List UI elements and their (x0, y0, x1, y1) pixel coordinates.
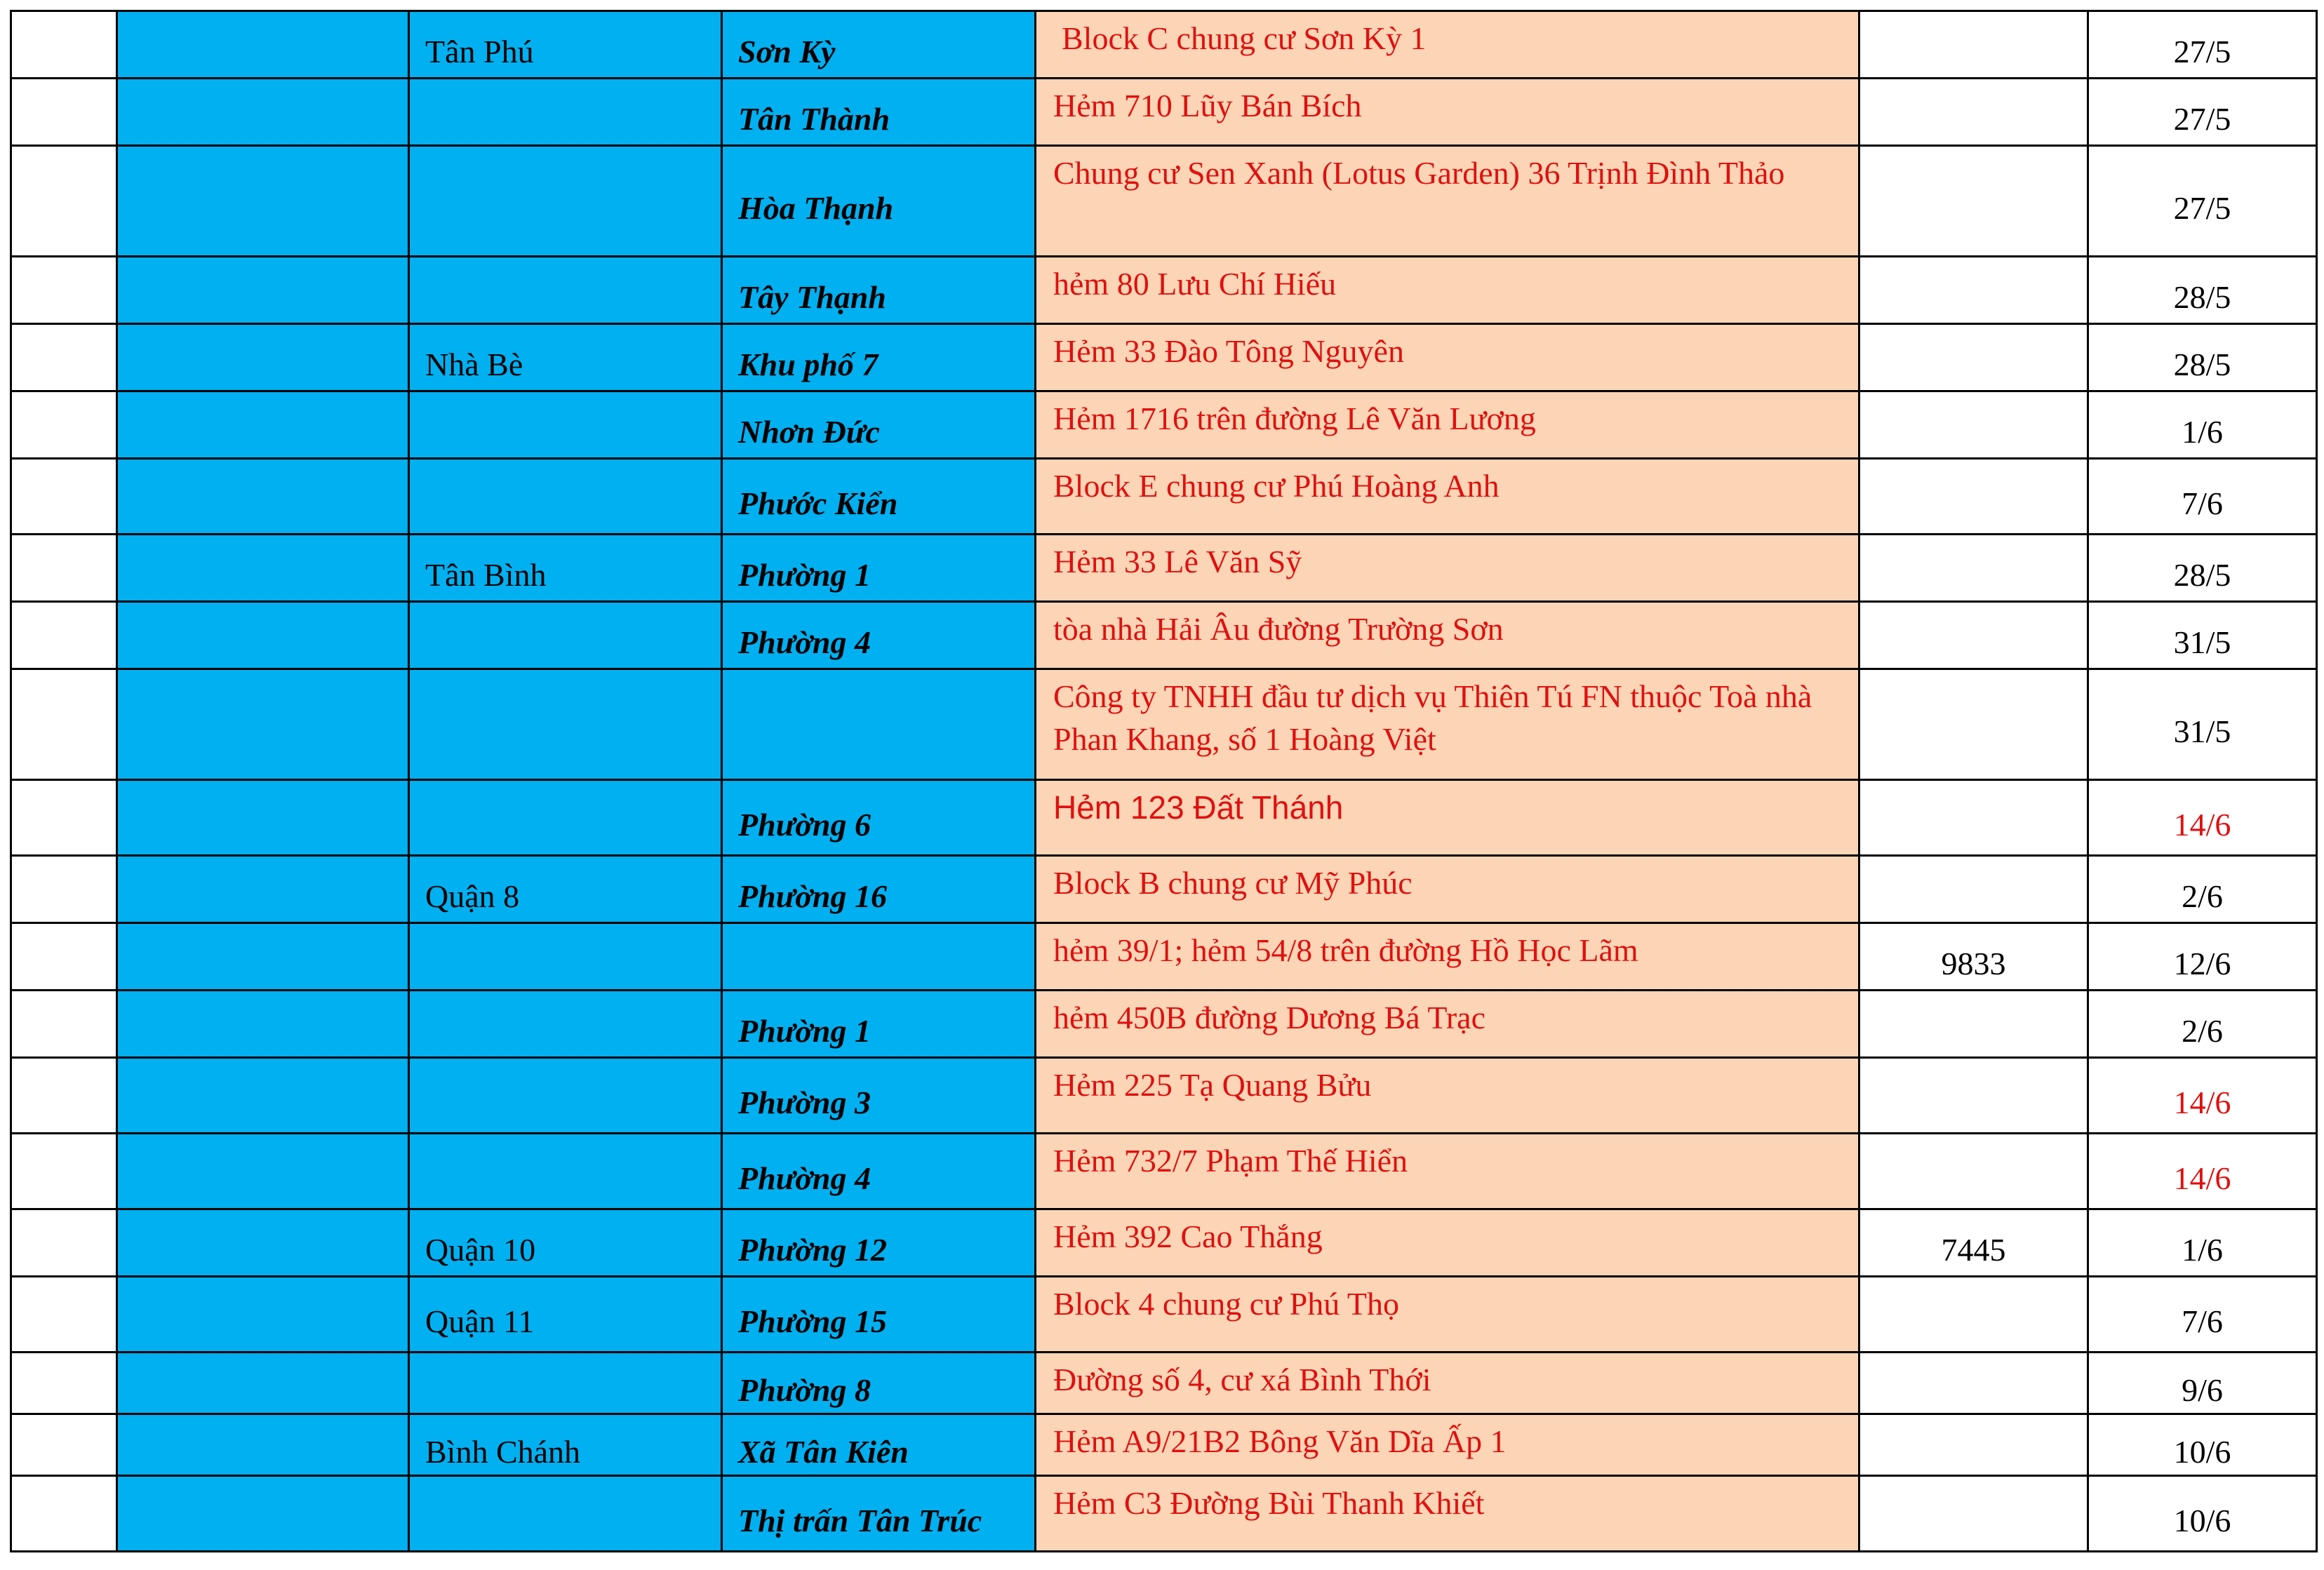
district-cell (409, 923, 722, 991)
location-cell (1036, 923, 1859, 991)
district-text: Quận 11 (425, 1303, 535, 1340)
region-cell (117, 11, 409, 79)
ward-cell (722, 780, 1036, 856)
district-text (425, 417, 721, 433)
ward-cell (722, 923, 1036, 991)
ward-text: Phường 1 (738, 1013, 872, 1049)
district-cell (409, 856, 722, 923)
code-text (1860, 489, 2087, 504)
date-cell (2088, 459, 2317, 535)
location-cell (1036, 1277, 1859, 1353)
district-cell (409, 991, 722, 1058)
ward-text: Phường 16 (738, 878, 888, 915)
index-cell (11, 391, 117, 459)
code-text (1860, 1088, 2087, 1103)
index-cell (11, 1277, 117, 1353)
date-text: 10/6 (2173, 1434, 2231, 1470)
code-cell (1859, 459, 2088, 535)
district-text (425, 489, 721, 504)
table-row (11, 669, 2317, 780)
index-cell (11, 1134, 117, 1209)
date-text: 9/6 (2182, 1372, 2223, 1409)
index-cell (11, 535, 117, 602)
table-row (11, 324, 2317, 391)
location-text: Hẻm C3 Đường Bùi Thanh Khiết (1053, 1485, 1485, 1521)
code-text (1860, 417, 2087, 433)
district-cell (409, 1277, 722, 1353)
ward-cell (722, 1058, 1036, 1134)
index-cell (11, 1414, 117, 1476)
date-cell (2088, 1414, 2317, 1476)
ward-cell (722, 146, 1036, 257)
date-text: 10/6 (2173, 1503, 2231, 1539)
location-text: Công ty TNHH đầu tư dịch vụ Thiên Tú FN thuộc Toà nhà Phan Khang, số 1 Hoàng Việt (1053, 678, 1812, 757)
district-cell (409, 1058, 722, 1134)
date-cell (2088, 79, 2317, 146)
ward-cell (722, 602, 1036, 669)
code-text: 9833 (1941, 946, 2006, 982)
district-cell (409, 602, 722, 669)
region-cell (117, 391, 409, 459)
date-cell (2088, 1058, 2317, 1134)
code-text (1860, 810, 2087, 826)
ward-cell (722, 257, 1036, 324)
index-cell (11, 146, 117, 257)
code-text (1860, 37, 2087, 53)
ward-text: Sơn Kỳ (738, 34, 836, 70)
location-text: hẻm 450B đường Dương Bá Trạc (1053, 1000, 1486, 1035)
date-text: 27/5 (2173, 101, 2231, 137)
table-row (11, 923, 2317, 991)
district-cell (409, 669, 722, 780)
date-text: 1/6 (2182, 1232, 2223, 1268)
ward-cell (722, 1414, 1036, 1476)
code-cell (1859, 669, 2088, 780)
district-text (425, 628, 721, 643)
district-cell (409, 324, 722, 391)
region-cell (117, 1209, 409, 1277)
date-text: 14/6 (2173, 1160, 2231, 1197)
ward-text: Thị trấn Tân Trúc (738, 1503, 982, 1539)
region-cell (117, 535, 409, 602)
region-cell (117, 1414, 409, 1476)
region-cell (117, 780, 409, 856)
ward-text: Phước Kiển (738, 485, 898, 522)
ward-cell (722, 79, 1036, 146)
date-cell (2088, 780, 2317, 856)
region-cell (117, 1476, 409, 1552)
district-text: Tân Bình (425, 557, 547, 593)
table-row (11, 257, 2317, 324)
location-cell (1036, 257, 1859, 324)
index-cell (11, 1209, 117, 1277)
date-cell (2088, 602, 2317, 669)
code-cell (1859, 146, 2088, 257)
code-cell (1859, 780, 2088, 856)
code-text (1860, 628, 2087, 643)
ward-text: Khu phố 7 (738, 347, 879, 383)
table-row (11, 1058, 2317, 1134)
ward-cell (722, 1476, 1036, 1552)
index-cell (11, 1353, 117, 1414)
index-cell (11, 923, 117, 991)
date-text: 14/6 (2173, 1085, 2231, 1121)
district-cell (409, 780, 722, 856)
table-row (11, 535, 2317, 602)
table-row (11, 459, 2317, 535)
district-cell (409, 257, 722, 324)
code-cell (1859, 923, 2088, 991)
location-text: Hẻm A9/21B2 Bông Văn Dĩa Ấp 1 (1053, 1423, 1507, 1459)
location-text: Block E chung cư Phú Hoàng Anh (1053, 468, 1500, 504)
ward-cell (722, 856, 1036, 923)
ward-text: Xã Tân Kiên (738, 1434, 909, 1470)
region-cell (117, 459, 409, 535)
location-text: Hẻm 710 Lũy Bán Bích (1053, 88, 1362, 123)
table-row (11, 391, 2317, 459)
code-cell (1859, 991, 2088, 1058)
location-text: hẻm 39/1; hẻm 54/8 trên đường Hồ Học Lãm (1053, 932, 1638, 968)
code-text (1860, 1376, 2087, 1391)
date-cell (2088, 11, 2317, 79)
location-cell (1036, 1134, 1859, 1209)
region-cell (117, 324, 409, 391)
location-cell (1036, 856, 1859, 923)
location-cell (1036, 780, 1859, 856)
location-text: Hẻm 1716 trên đường Lê Văn Lương (1053, 401, 1536, 436)
region-cell (117, 1134, 409, 1209)
date-cell (2088, 1277, 2317, 1353)
date-cell (2088, 856, 2317, 923)
district-cell (409, 1209, 722, 1277)
table-row (11, 602, 2317, 669)
location-text: hẻm 80 Lưu Chí Hiếu (1053, 266, 1337, 302)
location-text: Block 4 chung cư Phú Thọ (1053, 1286, 1399, 1322)
ward-text: Phường 8 (738, 1372, 872, 1409)
table-row (11, 1209, 2317, 1277)
location-text: Hẻm 225 Tạ Quang Bửu (1053, 1067, 1372, 1103)
location-cell (1036, 79, 1859, 146)
ward-cell (722, 1134, 1036, 1209)
code-cell (1859, 856, 2088, 923)
date-cell (2088, 391, 2317, 459)
table-row (11, 856, 2317, 923)
code-cell (1859, 79, 2088, 146)
index-cell (11, 856, 117, 923)
district-text: Nhà Bè (425, 347, 523, 383)
date-cell (2088, 1134, 2317, 1209)
region-cell (117, 669, 409, 780)
code-cell (1859, 1353, 2088, 1414)
date-text: 1/6 (2182, 414, 2223, 450)
ward-text: Nhơn Đức (738, 414, 880, 450)
district-text (425, 1164, 721, 1179)
district-cell (409, 11, 722, 79)
date-cell (2088, 669, 2317, 780)
ward-cell (722, 669, 1036, 780)
district-text (425, 810, 721, 826)
ward-text: Phường 1 (738, 557, 872, 593)
code-text (1860, 350, 2087, 365)
date-cell (2088, 324, 2317, 391)
location-cell (1036, 991, 1859, 1058)
ward-text: Phường 4 (738, 1160, 872, 1197)
date-text: 7/6 (2182, 1303, 2223, 1340)
code-text (1860, 1437, 2087, 1453)
date-cell (2088, 923, 2317, 991)
ward-cell (722, 11, 1036, 79)
district-cell (409, 1476, 722, 1552)
district-text (425, 194, 721, 209)
ward-text: Phường 6 (738, 807, 872, 843)
date-text: 2/6 (2182, 1013, 2223, 1049)
date-text: 27/5 (2173, 190, 2231, 227)
location-cell (1036, 1209, 1859, 1277)
ward-text: Tân Thành (738, 101, 890, 137)
ward-text (738, 949, 1034, 965)
region-cell (117, 602, 409, 669)
date-text: 28/5 (2173, 557, 2231, 593)
index-cell (11, 79, 117, 146)
location-text: Hẻm 33 Đào Tông Nguyên (1053, 333, 1404, 369)
table-row (11, 146, 2317, 257)
location-cell (1036, 535, 1859, 602)
table-row (11, 1414, 2317, 1476)
ward-text (738, 717, 1034, 732)
code-text (1860, 1307, 2087, 1322)
location-text: Đường số 4, cư xá Bình Thới (1053, 1362, 1431, 1397)
date-text: 14/6 (2173, 807, 2231, 843)
date-cell (2088, 257, 2317, 324)
code-text (1860, 283, 2087, 298)
district-text (425, 1017, 721, 1032)
district-text (425, 105, 721, 120)
ward-cell (722, 391, 1036, 459)
index-cell (11, 780, 117, 856)
location-cell (1036, 324, 1859, 391)
code-text: 7445 (1941, 1232, 2006, 1268)
code-cell (1859, 11, 2088, 79)
date-cell (2088, 1353, 2317, 1414)
ward-cell (722, 535, 1036, 602)
district-cell (409, 1134, 722, 1209)
date-cell (2088, 1209, 2317, 1277)
region-cell (117, 923, 409, 991)
location-text: Block C chung cư Sơn Kỳ 1 (1062, 20, 1427, 56)
region-cell (117, 1058, 409, 1134)
location-cell (1036, 1476, 1859, 1552)
index-cell (11, 459, 117, 535)
table-row (11, 1476, 2317, 1552)
code-cell (1859, 602, 2088, 669)
ward-text: Phường 3 (738, 1085, 872, 1121)
location-cell (1036, 602, 1859, 669)
district-text (425, 283, 721, 298)
code-cell (1859, 535, 2088, 602)
table-row (11, 79, 2317, 146)
date-text: 2/6 (2182, 878, 2223, 915)
code-cell (1859, 1209, 2088, 1277)
code-cell (1859, 1277, 2088, 1353)
code-text (1860, 194, 2087, 209)
schedule-table (10, 10, 2318, 1552)
district-cell (409, 79, 722, 146)
index-cell (11, 11, 117, 79)
location-text: Chung cư Sen Xanh (Lotus Garden) 36 Trịnh Đình Thảo (1053, 155, 1785, 191)
code-cell (1859, 1476, 2088, 1552)
code-cell (1859, 324, 2088, 391)
location-text: Hẻm 392 Cao Thắng (1053, 1219, 1323, 1254)
district-text: Quận 8 (425, 878, 520, 915)
ward-text: Phường 4 (738, 624, 872, 661)
location-cell (1036, 146, 1859, 257)
date-text: 7/6 (2182, 485, 2223, 522)
location-text: Block B chung cư Mỹ Phúc (1053, 865, 1413, 901)
district-text: Quận 10 (425, 1232, 536, 1268)
ward-text: Phường 15 (738, 1303, 888, 1340)
location-cell (1036, 391, 1859, 459)
district-cell (409, 535, 722, 602)
location-cell (1036, 459, 1859, 535)
region-cell (117, 79, 409, 146)
table-row (11, 11, 2317, 79)
district-cell (409, 459, 722, 535)
district-cell (409, 391, 722, 459)
ward-cell (722, 1209, 1036, 1277)
district-cell (409, 146, 722, 257)
ward-text: Hòa Thạnh (738, 190, 894, 227)
date-cell (2088, 991, 2317, 1058)
ward-cell (722, 459, 1036, 535)
location-cell (1036, 1058, 1859, 1134)
district-text (425, 717, 721, 732)
location-cell (1036, 1353, 1859, 1414)
code-cell (1859, 257, 2088, 324)
index-cell (11, 669, 117, 780)
ward-cell (722, 1353, 1036, 1414)
location-cell (1036, 1414, 1859, 1476)
ward-cell (722, 324, 1036, 391)
index-cell (11, 324, 117, 391)
code-cell (1859, 1058, 2088, 1134)
region-cell (117, 1277, 409, 1353)
table-body (11, 11, 2317, 1552)
district-text: Tân Phú (425, 34, 534, 70)
table-row (11, 780, 2317, 856)
code-text (1860, 105, 2087, 120)
index-cell (11, 991, 117, 1058)
region-cell (117, 856, 409, 923)
table-row (11, 1134, 2317, 1209)
code-cell (1859, 391, 2088, 459)
index-cell (11, 1476, 117, 1552)
code-cell (1859, 1414, 2088, 1476)
region-cell (117, 146, 409, 257)
table-row (11, 991, 2317, 1058)
date-text: 28/5 (2173, 279, 2231, 316)
ward-cell (722, 991, 1036, 1058)
location-text: Hẻm 732/7 Phạm Thế Hiển (1053, 1143, 1408, 1179)
district-text (425, 1376, 721, 1391)
table-row (11, 1353, 2317, 1414)
ward-text: Phường 12 (738, 1232, 888, 1268)
index-cell (11, 257, 117, 324)
date-cell (2088, 146, 2317, 257)
location-text: tòa nhà Hải Âu đường Trường Sơn (1053, 611, 1504, 647)
code-text (1860, 1506, 2087, 1522)
location-cell (1036, 11, 1859, 79)
date-cell (2088, 535, 2317, 602)
location-text: Hẻm 33 Lê Văn Sỹ (1053, 544, 1302, 579)
district-cell (409, 1414, 722, 1476)
index-cell (11, 1058, 117, 1134)
index-cell (11, 602, 117, 669)
code-text (1860, 1017, 2087, 1032)
region-cell (117, 1353, 409, 1414)
code-text (1860, 1164, 2087, 1179)
date-text: 28/5 (2173, 347, 2231, 383)
date-text: 27/5 (2173, 34, 2231, 70)
date-text: 31/5 (2173, 713, 2231, 750)
district-cell (409, 1353, 722, 1414)
code-text (1860, 882, 2087, 897)
district-text (425, 1506, 721, 1522)
ward-text: Tây Thạnh (738, 279, 886, 316)
date-cell (2088, 1476, 2317, 1552)
region-cell (117, 991, 409, 1058)
region-cell (117, 257, 409, 324)
code-text (1860, 717, 2087, 732)
district-text (425, 949, 721, 965)
table-row (11, 1277, 2317, 1353)
location-text: Hẻm 123 Đất Thánh (1053, 789, 1344, 826)
ward-cell (722, 1277, 1036, 1353)
district-text (425, 1088, 721, 1103)
code-cell (1859, 1134, 2088, 1209)
date-text: 12/6 (2173, 946, 2231, 982)
code-text (1860, 561, 2087, 576)
location-cell (1036, 669, 1859, 780)
district-text: Bình Chánh (425, 1434, 581, 1470)
date-text: 31/5 (2173, 624, 2231, 661)
